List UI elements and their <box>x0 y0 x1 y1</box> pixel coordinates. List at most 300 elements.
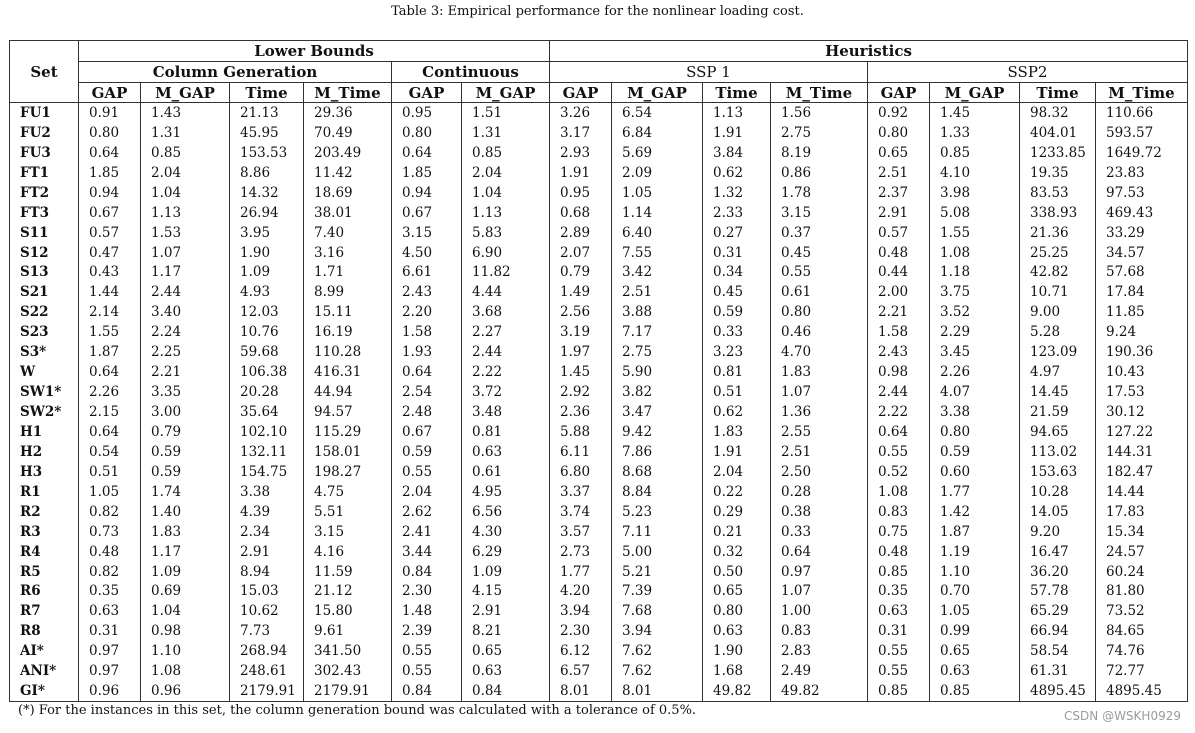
value-cell: 1.04 <box>141 183 230 203</box>
heuristics-header: Heuristics <box>550 41 1188 62</box>
value-cell: 3.82 <box>612 382 703 402</box>
value-cell: 0.80 <box>771 302 868 322</box>
value-cell: 5.51 <box>304 502 392 522</box>
value-cell: 0.69 <box>141 582 230 602</box>
value-cell: 0.59 <box>930 442 1020 462</box>
set-name-cell: FT3 <box>10 203 79 223</box>
value-cell: 3.15 <box>304 522 392 542</box>
value-cell: 65.29 <box>1020 601 1096 621</box>
value-cell: 6.11 <box>550 442 612 462</box>
value-cell: 2.00 <box>868 282 930 302</box>
value-cell: 2.92 <box>550 382 612 402</box>
value-cell: 0.80 <box>79 123 141 143</box>
value-cell: 1.04 <box>141 601 230 621</box>
table-row <box>10 661 1188 681</box>
value-cell: 9.24 <box>1096 322 1188 342</box>
value-cell: 21.59 <box>1020 402 1096 422</box>
value-cell: 4.10 <box>930 163 1020 183</box>
column-header: Time <box>230 83 304 103</box>
value-cell: 2.26 <box>930 362 1020 382</box>
ssp1-header: SSP 1 <box>550 62 868 83</box>
value-cell: 0.85 <box>462 143 550 163</box>
value-cell: 0.51 <box>79 462 141 482</box>
value-cell: 0.48 <box>868 243 930 263</box>
value-cell: 5.21 <box>612 562 703 582</box>
value-cell: 0.61 <box>462 462 550 482</box>
value-cell: 2.50 <box>771 462 868 482</box>
set-name-cell: R3 <box>10 522 79 542</box>
value-cell: 0.80 <box>703 601 771 621</box>
value-cell: 3.98 <box>930 183 1020 203</box>
set-name-cell: R7 <box>10 601 79 621</box>
value-cell: 2.34 <box>230 522 304 542</box>
value-cell: 2.51 <box>771 442 868 462</box>
value-cell: 1.83 <box>141 522 230 542</box>
value-cell: 2.22 <box>868 402 930 422</box>
value-cell: 2179.91 <box>230 681 304 701</box>
value-cell: 0.48 <box>868 542 930 562</box>
value-cell: 1.13 <box>141 203 230 223</box>
value-cell: 1.32 <box>703 183 771 203</box>
value-cell: 0.65 <box>930 641 1020 661</box>
value-cell: 0.81 <box>462 422 550 442</box>
value-cell: 3.40 <box>141 302 230 322</box>
value-cell: 10.43 <box>1096 362 1188 382</box>
value-cell: 15.11 <box>304 302 392 322</box>
value-cell: 6.29 <box>462 542 550 562</box>
value-cell: 8.01 <box>550 681 612 701</box>
value-cell: 0.67 <box>392 422 462 442</box>
value-cell: 1.49 <box>550 282 612 302</box>
value-cell: 190.36 <box>1096 342 1188 362</box>
value-cell: 2.51 <box>868 163 930 183</box>
column-header: Time <box>703 83 771 103</box>
value-cell: 0.34 <box>703 263 771 283</box>
value-cell: 0.47 <box>79 243 141 263</box>
value-cell: 2.43 <box>392 282 462 302</box>
table-body <box>10 103 1188 702</box>
value-cell: 1.08 <box>868 482 930 502</box>
value-cell: 1.05 <box>612 183 703 203</box>
value-cell: 3.45 <box>930 342 1020 362</box>
table-row <box>10 621 1188 641</box>
value-cell: 1.14 <box>612 203 703 223</box>
value-cell: 0.64 <box>392 362 462 382</box>
value-cell: 1.55 <box>930 223 1020 243</box>
value-cell: 3.94 <box>612 621 703 641</box>
value-cell: 3.88 <box>612 302 703 322</box>
value-cell: 0.52 <box>868 462 930 482</box>
set-name-cell: S12 <box>10 243 79 263</box>
value-cell: 3.72 <box>462 382 550 402</box>
value-cell: 84.65 <box>1096 621 1188 641</box>
value-cell: 2.91 <box>868 203 930 223</box>
value-cell: 1.83 <box>771 362 868 382</box>
set-name-cell: R6 <box>10 582 79 602</box>
value-cell: 21.12 <box>304 582 392 602</box>
value-cell: 3.68 <box>462 302 550 322</box>
set-name-cell: S21 <box>10 282 79 302</box>
value-cell: 0.65 <box>703 582 771 602</box>
value-cell: 17.53 <box>1096 382 1188 402</box>
value-cell: 5.23 <box>612 502 703 522</box>
value-cell: 6.40 <box>612 223 703 243</box>
value-cell: 1.45 <box>550 362 612 382</box>
value-cell: 7.17 <box>612 322 703 342</box>
table-row <box>10 582 1188 602</box>
value-cell: 9.42 <box>612 422 703 442</box>
value-cell: 94.65 <box>1020 422 1096 442</box>
value-cell: 3.17 <box>550 123 612 143</box>
value-cell: 0.81 <box>703 362 771 382</box>
value-cell: 0.27 <box>703 223 771 243</box>
value-cell: 10.71 <box>1020 282 1096 302</box>
table-row <box>10 123 1188 143</box>
value-cell: 1.10 <box>141 641 230 661</box>
value-cell: 0.84 <box>392 562 462 582</box>
value-cell: 404.01 <box>1020 123 1096 143</box>
value-cell: 3.47 <box>612 402 703 422</box>
value-cell: 2.44 <box>462 342 550 362</box>
value-cell: 0.33 <box>703 322 771 342</box>
value-cell: 6.84 <box>612 123 703 143</box>
value-cell: 2.15 <box>79 402 141 422</box>
value-cell: 0.35 <box>868 582 930 602</box>
value-cell: 0.59 <box>392 442 462 462</box>
set-name-cell: S3* <box>10 342 79 362</box>
value-cell: 1.56 <box>771 103 868 123</box>
value-cell: 9.20 <box>1020 522 1096 542</box>
table-row <box>10 482 1188 502</box>
value-cell: 1.09 <box>230 263 304 283</box>
value-cell: 1.17 <box>141 542 230 562</box>
value-cell: 10.28 <box>1020 482 1096 502</box>
value-cell: 8.19 <box>771 143 868 163</box>
set-name-cell: ANI* <box>10 661 79 681</box>
value-cell: 14.45 <box>1020 382 1096 402</box>
value-cell: 83.53 <box>1020 183 1096 203</box>
value-cell: 2.62 <box>392 502 462 522</box>
column-header: M_GAP <box>462 83 550 103</box>
value-cell: 1.00 <box>771 601 868 621</box>
value-cell: 0.97 <box>771 562 868 582</box>
set-name-cell: FU1 <box>10 103 79 123</box>
value-cell: 1.85 <box>79 163 141 183</box>
value-cell: 0.86 <box>771 163 868 183</box>
value-cell: 4.93 <box>230 282 304 302</box>
value-cell: 72.77 <box>1096 661 1188 681</box>
value-cell: 0.64 <box>771 542 868 562</box>
value-cell: 1.10 <box>930 562 1020 582</box>
value-cell: 0.96 <box>79 681 141 701</box>
value-cell: 1.40 <box>141 502 230 522</box>
value-cell: 3.44 <box>392 542 462 562</box>
value-cell: 2.73 <box>550 542 612 562</box>
value-cell: 123.09 <box>1020 342 1096 362</box>
set-name-cell: S23 <box>10 322 79 342</box>
value-cell: 5.90 <box>612 362 703 382</box>
value-cell: 0.35 <box>79 582 141 602</box>
value-cell: 1.91 <box>550 163 612 183</box>
column-header: M_Time <box>1096 83 1188 103</box>
value-cell: 8.68 <box>612 462 703 482</box>
value-cell: 11.59 <box>304 562 392 582</box>
value-cell: 144.31 <box>1096 442 1188 462</box>
value-cell: 4.30 <box>462 522 550 542</box>
value-cell: 0.45 <box>703 282 771 302</box>
set-name-cell: R4 <box>10 542 79 562</box>
column-header: M_GAP <box>141 83 230 103</box>
value-cell: 8.21 <box>462 621 550 641</box>
value-cell: 0.29 <box>703 502 771 522</box>
value-cell: 1.91 <box>703 442 771 462</box>
value-cell: 14.44 <box>1096 482 1188 502</box>
value-cell: 7.62 <box>612 641 703 661</box>
value-cell: 0.94 <box>79 183 141 203</box>
value-cell: 110.28 <box>304 342 392 362</box>
value-cell: 4.70 <box>771 342 868 362</box>
value-cell: 0.63 <box>868 601 930 621</box>
value-cell: 73.52 <box>1096 601 1188 621</box>
value-cell: 0.31 <box>703 243 771 263</box>
set-name-cell: S11 <box>10 223 79 243</box>
value-cell: 0.62 <box>703 163 771 183</box>
value-cell: 0.91 <box>79 103 141 123</box>
value-cell: 94.57 <box>304 402 392 422</box>
value-cell: 2.14 <box>79 302 141 322</box>
column-header: M_GAP <box>612 83 703 103</box>
value-cell: 3.15 <box>771 203 868 223</box>
value-cell: 5.28 <box>1020 322 1096 342</box>
value-cell: 0.63 <box>703 621 771 641</box>
value-cell: 1.07 <box>771 382 868 402</box>
value-cell: 66.94 <box>1020 621 1096 641</box>
value-cell: 2.75 <box>612 342 703 362</box>
value-cell: 3.95 <box>230 223 304 243</box>
value-cell: 0.59 <box>703 302 771 322</box>
column-header: M_GAP <box>930 83 1020 103</box>
value-cell: 7.73 <box>230 621 304 641</box>
value-cell: 2.39 <box>392 621 462 641</box>
value-cell: 1.77 <box>930 482 1020 502</box>
value-cell: 2.33 <box>703 203 771 223</box>
table-row <box>10 203 1188 223</box>
value-cell: 24.57 <box>1096 542 1188 562</box>
value-cell: 0.33 <box>771 522 868 542</box>
value-cell: 1.83 <box>703 422 771 442</box>
set-name-cell: SW1* <box>10 382 79 402</box>
value-cell: 3.19 <box>550 322 612 342</box>
value-cell: 3.37 <box>550 482 612 502</box>
value-cell: 0.80 <box>392 123 462 143</box>
value-cell: 3.84 <box>703 143 771 163</box>
value-cell: 2.21 <box>141 362 230 382</box>
value-cell: 0.85 <box>868 681 930 701</box>
value-cell: 26.94 <box>230 203 304 223</box>
value-cell: 0.75 <box>868 522 930 542</box>
value-cell: 0.48 <box>79 542 141 562</box>
value-cell: 8.99 <box>304 282 392 302</box>
value-cell: 0.62 <box>703 402 771 422</box>
set-name-cell: R1 <box>10 482 79 502</box>
value-cell: 1.19 <box>930 542 1020 562</box>
set-header: Set <box>10 41 79 103</box>
value-cell: 12.03 <box>230 302 304 322</box>
table-row <box>10 282 1188 302</box>
value-cell: 469.43 <box>1096 203 1188 223</box>
value-cell: 2.91 <box>462 601 550 621</box>
value-cell: 8.01 <box>612 681 703 701</box>
value-cell: 10.76 <box>230 322 304 342</box>
value-cell: 11.42 <box>304 163 392 183</box>
value-cell: 21.36 <box>1020 223 1096 243</box>
value-cell: 2.07 <box>550 243 612 263</box>
value-cell: 1.18 <box>930 263 1020 283</box>
value-cell: 6.54 <box>612 103 703 123</box>
value-cell: 0.83 <box>771 621 868 641</box>
set-name-cell: S22 <box>10 302 79 322</box>
value-cell: 0.65 <box>868 143 930 163</box>
value-cell: 1.43 <box>141 103 230 123</box>
value-cell: 6.80 <box>550 462 612 482</box>
value-cell: 1233.85 <box>1020 143 1096 163</box>
value-cell: 14.32 <box>230 183 304 203</box>
value-cell: 0.55 <box>392 641 462 661</box>
table-footnote: (*) For the instances in this set, the column generation bound was calculated with a tolerance of 0.5%. <box>18 703 697 718</box>
value-cell: 1.08 <box>141 661 230 681</box>
value-cell: 6.56 <box>462 502 550 522</box>
value-cell: 7.68 <box>612 601 703 621</box>
watermark: CSDN @WSKH0929 <box>1064 709 1181 723</box>
value-cell: 4895.45 <box>1020 681 1096 701</box>
set-name-cell: FU3 <box>10 143 79 163</box>
value-cell: 5.88 <box>550 422 612 442</box>
value-cell: 1.55 <box>79 322 141 342</box>
value-cell: 1.42 <box>930 502 1020 522</box>
value-cell: 0.85 <box>141 143 230 163</box>
value-cell: 2.30 <box>550 621 612 641</box>
value-cell: 33.29 <box>1096 223 1188 243</box>
value-cell: 1.87 <box>930 522 1020 542</box>
value-cell: 18.69 <box>304 183 392 203</box>
value-cell: 0.46 <box>771 322 868 342</box>
table-row <box>10 163 1188 183</box>
value-cell: 1.78 <box>771 183 868 203</box>
value-cell: 0.83 <box>868 502 930 522</box>
value-cell: 4.15 <box>462 582 550 602</box>
value-cell: 4.97 <box>1020 362 1096 382</box>
value-cell: 0.28 <box>771 482 868 502</box>
value-cell: 57.68 <box>1096 263 1188 283</box>
value-cell: 1649.72 <box>1096 143 1188 163</box>
value-cell: 0.80 <box>930 422 1020 442</box>
value-cell: 2.48 <box>392 402 462 422</box>
value-cell: 16.47 <box>1020 542 1096 562</box>
value-cell: 38.01 <box>304 203 392 223</box>
value-cell: 1.05 <box>79 482 141 502</box>
value-cell: 0.59 <box>141 442 230 462</box>
value-cell: 3.35 <box>141 382 230 402</box>
value-cell: 0.55 <box>868 442 930 462</box>
table-row <box>10 103 1188 123</box>
value-cell: 2.56 <box>550 302 612 322</box>
value-cell: 2.26 <box>79 382 141 402</box>
value-cell: 3.42 <box>612 263 703 283</box>
value-cell: 4.50 <box>392 243 462 263</box>
value-cell: 102.10 <box>230 422 304 442</box>
value-cell: 0.85 <box>930 681 1020 701</box>
value-cell: 1.97 <box>550 342 612 362</box>
value-cell: 4.44 <box>462 282 550 302</box>
column-generation-header: Column Generation <box>79 62 392 83</box>
value-cell: 34.57 <box>1096 243 1188 263</box>
value-cell: 158.01 <box>304 442 392 462</box>
value-cell: 153.53 <box>230 143 304 163</box>
value-cell: 3.15 <box>392 223 462 243</box>
value-cell: 0.55 <box>868 641 930 661</box>
value-cell: 61.31 <box>1020 661 1096 681</box>
value-cell: 1.74 <box>141 482 230 502</box>
column-header: GAP <box>79 83 141 103</box>
value-cell: 1.13 <box>462 203 550 223</box>
value-cell: 23.83 <box>1096 163 1188 183</box>
set-name-cell: GI* <box>10 681 79 701</box>
set-name-cell: H3 <box>10 462 79 482</box>
value-cell: 74.76 <box>1096 641 1188 661</box>
value-cell: 49.82 <box>703 681 771 701</box>
value-cell: 1.31 <box>141 123 230 143</box>
value-cell: 1.87 <box>79 342 141 362</box>
value-cell: 3.48 <box>462 402 550 422</box>
value-cell: 7.62 <box>612 661 703 681</box>
value-cell: 0.38 <box>771 502 868 522</box>
table-row <box>10 462 1188 482</box>
value-cell: 2.54 <box>392 382 462 402</box>
value-cell: 2.51 <box>612 282 703 302</box>
value-cell: 15.34 <box>1096 522 1188 542</box>
value-cell: 3.26 <box>550 103 612 123</box>
value-cell: 268.94 <box>230 641 304 661</box>
value-cell: 3.94 <box>550 601 612 621</box>
value-cell: 1.93 <box>392 342 462 362</box>
column-header: GAP <box>392 83 462 103</box>
table-header <box>10 41 1188 103</box>
value-cell: 4.75 <box>304 482 392 502</box>
value-cell: 2.04 <box>462 163 550 183</box>
value-cell: 0.63 <box>930 661 1020 681</box>
value-cell: 0.43 <box>79 263 141 283</box>
value-cell: 2.21 <box>868 302 930 322</box>
value-cell: 0.54 <box>79 442 141 462</box>
set-name-cell: FT2 <box>10 183 79 203</box>
value-cell: 9.61 <box>304 621 392 641</box>
value-cell: 5.00 <box>612 542 703 562</box>
value-cell: 1.51 <box>462 103 550 123</box>
value-cell: 20.28 <box>230 382 304 402</box>
value-cell: 0.44 <box>868 263 930 283</box>
set-name-cell: H2 <box>10 442 79 462</box>
value-cell: 2.04 <box>703 462 771 482</box>
value-cell: 0.98 <box>141 621 230 641</box>
value-cell: 1.33 <box>930 123 1020 143</box>
column-header: GAP <box>868 83 930 103</box>
value-cell: 1.04 <box>462 183 550 203</box>
value-cell: 0.80 <box>868 123 930 143</box>
value-cell: 2.44 <box>868 382 930 402</box>
value-cell: 3.52 <box>930 302 1020 322</box>
value-cell: 4.95 <box>462 482 550 502</box>
value-cell: 5.69 <box>612 143 703 163</box>
